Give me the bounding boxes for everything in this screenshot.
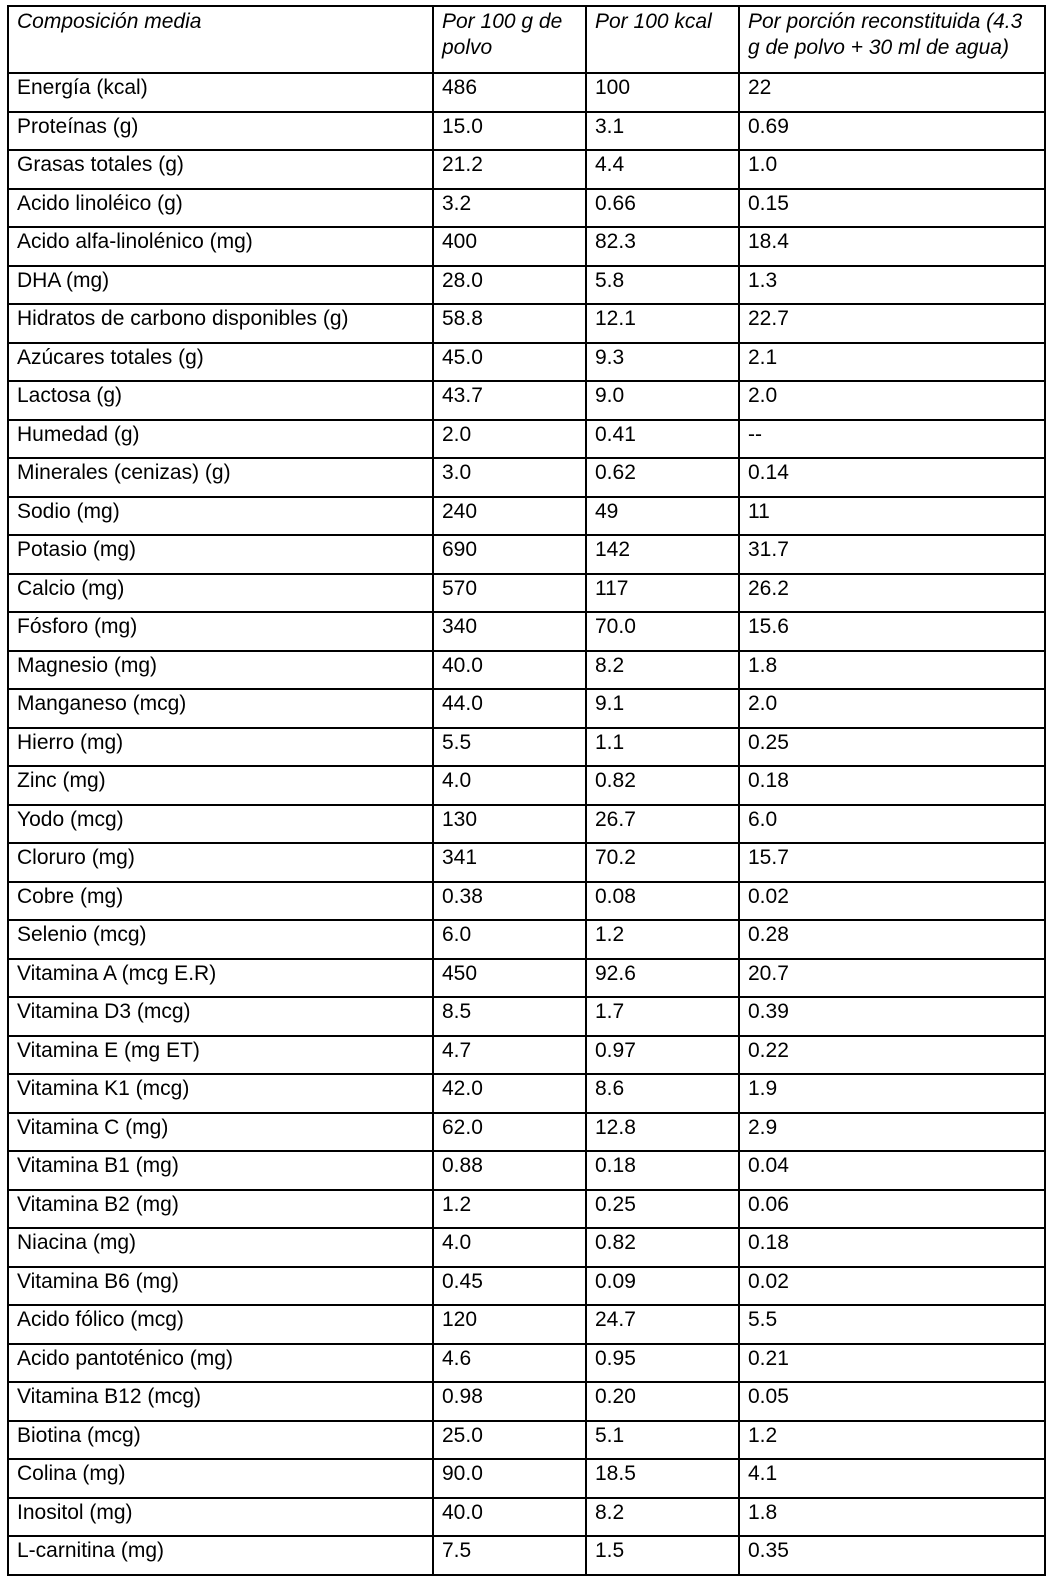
per-100g-cell: 0.88 xyxy=(433,1151,586,1190)
per-100kcal-cell: 0.82 xyxy=(586,1228,739,1267)
header-per-100kcal: Por 100 kcal xyxy=(586,6,739,73)
per-100kcal-cell: 24.7 xyxy=(586,1305,739,1344)
nutrient-name-cell: Hierro (mg) xyxy=(8,728,433,767)
per-100kcal-cell: 26.7 xyxy=(586,805,739,844)
per-100kcal-cell: 0.18 xyxy=(586,1151,739,1190)
per-portion-cell: 15.6 xyxy=(739,612,1045,651)
per-portion-cell: 0.18 xyxy=(739,766,1045,805)
table-row xyxy=(8,843,1045,882)
per-portion-cell: 26.2 xyxy=(739,574,1045,613)
table-row xyxy=(8,1305,1045,1344)
nutrient-name-cell: Minerales (cenizas) (g) xyxy=(8,458,433,497)
per-100g-cell: 6.0 xyxy=(433,920,586,959)
nutrient-name-cell: Potasio (mg) xyxy=(8,535,433,574)
per-100kcal-cell: 0.66 xyxy=(586,189,739,228)
nutrient-name-cell: Azúcares totales (g) xyxy=(8,343,433,382)
per-100kcal-cell: 100 xyxy=(586,73,739,112)
nutrient-name-cell: Vitamina A (mcg E.R) xyxy=(8,959,433,998)
per-portion-cell: 0.15 xyxy=(739,189,1045,228)
table-row xyxy=(8,959,1045,998)
per-100g-cell: 4.0 xyxy=(433,1228,586,1267)
nutrient-name-cell: Vitamina B6 (mg) xyxy=(8,1267,433,1306)
per-portion-cell: 1.8 xyxy=(739,651,1045,690)
per-portion-cell: 2.9 xyxy=(739,1113,1045,1152)
table-row xyxy=(8,805,1045,844)
per-100kcal-cell: 70.2 xyxy=(586,843,739,882)
per-portion-cell: 18.4 xyxy=(739,227,1045,266)
nutrient-name-cell: Lactosa (g) xyxy=(8,381,433,420)
per-100kcal-cell: 1.2 xyxy=(586,920,739,959)
per-100g-cell: 40.0 xyxy=(433,1498,586,1537)
per-100g-cell: 570 xyxy=(433,574,586,613)
per-100g-cell: 4.7 xyxy=(433,1036,586,1075)
table-row xyxy=(8,1421,1045,1460)
per-100g-cell: 15.0 xyxy=(433,112,586,151)
per-100g-cell: 240 xyxy=(433,497,586,536)
per-100kcal-cell: 0.95 xyxy=(586,1344,739,1383)
per-100g-cell: 0.38 xyxy=(433,882,586,921)
per-100kcal-cell: 12.1 xyxy=(586,304,739,343)
nutrient-name-cell: Sodio (mg) xyxy=(8,497,433,536)
table-row xyxy=(8,612,1045,651)
per-100kcal-cell: 117 xyxy=(586,574,739,613)
nutrient-name-cell: Fósforo (mg) xyxy=(8,612,433,651)
per-100kcal-cell: 0.41 xyxy=(586,420,739,459)
per-100g-cell: 90.0 xyxy=(433,1459,586,1498)
nutrient-name-cell: Vitamina B2 (mg) xyxy=(8,1190,433,1229)
nutrient-name-cell: Calcio (mg) xyxy=(8,574,433,613)
per-portion-cell: 0.18 xyxy=(739,1228,1045,1267)
per-100kcal-cell: 8.2 xyxy=(586,651,739,690)
per-portion-cell: 0.02 xyxy=(739,1267,1045,1306)
per-portion-cell: 1.2 xyxy=(739,1421,1045,1460)
nutrition-table xyxy=(7,5,1046,1576)
table-row xyxy=(8,1074,1045,1113)
nutrient-name-cell: Magnesio (mg) xyxy=(8,651,433,690)
per-100kcal-cell: 12.8 xyxy=(586,1113,739,1152)
per-portion-cell: 1.3 xyxy=(739,266,1045,305)
table-row xyxy=(8,304,1045,343)
table-row xyxy=(8,343,1045,382)
per-100kcal-cell: 82.3 xyxy=(586,227,739,266)
table-row xyxy=(8,882,1045,921)
per-100g-cell: 58.8 xyxy=(433,304,586,343)
per-100g-cell: 1.2 xyxy=(433,1190,586,1229)
nutrient-name-cell: Vitamina E (mg ET) xyxy=(8,1036,433,1075)
per-portion-cell: 0.14 xyxy=(739,458,1045,497)
nutrient-name-cell: Hidratos de carbono disponibles (g) xyxy=(8,304,433,343)
nutrient-name-cell: Vitamina D3 (mcg) xyxy=(8,997,433,1036)
per-100kcal-cell: 9.0 xyxy=(586,381,739,420)
per-portion-cell: 0.39 xyxy=(739,997,1045,1036)
table-row xyxy=(8,1498,1045,1537)
table-row xyxy=(8,112,1045,151)
per-100kcal-cell: 0.25 xyxy=(586,1190,739,1229)
per-100g-cell: 3.2 xyxy=(433,189,586,228)
per-portion-cell: 6.0 xyxy=(739,805,1045,844)
per-100kcal-cell: 92.6 xyxy=(586,959,739,998)
table-row xyxy=(8,535,1045,574)
nutrient-name-cell: Vitamina K1 (mcg) xyxy=(8,1074,433,1113)
per-100g-cell: 400 xyxy=(433,227,586,266)
per-100g-cell: 62.0 xyxy=(433,1113,586,1152)
table-row xyxy=(8,227,1045,266)
per-100kcal-cell: 0.08 xyxy=(586,882,739,921)
table-row xyxy=(8,689,1045,728)
per-portion-cell: 2.0 xyxy=(739,689,1045,728)
table-row xyxy=(8,728,1045,767)
per-100kcal-cell: 0.09 xyxy=(586,1267,739,1306)
nutrient-name-cell: Yodo (mcg) xyxy=(8,805,433,844)
per-100kcal-cell: 1.7 xyxy=(586,997,739,1036)
per-100g-cell: 42.0 xyxy=(433,1074,586,1113)
per-100g-cell: 45.0 xyxy=(433,343,586,382)
nutrient-name-cell: Grasas totales (g) xyxy=(8,150,433,189)
per-portion-cell: 1.0 xyxy=(739,150,1045,189)
per-100g-cell: 3.0 xyxy=(433,458,586,497)
per-100kcal-cell: 9.1 xyxy=(586,689,739,728)
per-portion-cell: 0.06 xyxy=(739,1190,1045,1229)
per-100g-cell: 21.2 xyxy=(433,150,586,189)
per-portion-cell: 31.7 xyxy=(739,535,1045,574)
per-portion-cell: 15.7 xyxy=(739,843,1045,882)
per-100kcal-cell: 1.5 xyxy=(586,1536,739,1575)
per-100kcal-cell: 4.4 xyxy=(586,150,739,189)
table-row xyxy=(8,420,1045,459)
nutrient-name-cell: Vitamina B12 (mcg) xyxy=(8,1382,433,1421)
nutrient-name-cell: Niacina (mg) xyxy=(8,1228,433,1267)
per-100kcal-cell: 70.0 xyxy=(586,612,739,651)
per-100g-cell: 690 xyxy=(433,535,586,574)
per-100kcal-cell: 49 xyxy=(586,497,739,536)
per-100g-cell: 43.7 xyxy=(433,381,586,420)
table-row xyxy=(8,1228,1045,1267)
header-per-100g: Por 100 g de polvo xyxy=(433,6,586,73)
per-100g-cell: 8.5 xyxy=(433,997,586,1036)
per-portion-cell: 0.02 xyxy=(739,882,1045,921)
per-100g-cell: 25.0 xyxy=(433,1421,586,1460)
per-100kcal-cell: 3.1 xyxy=(586,112,739,151)
per-100kcal-cell: 0.62 xyxy=(586,458,739,497)
table-body xyxy=(8,73,1045,1575)
per-100g-cell: 40.0 xyxy=(433,651,586,690)
nutrient-name-cell: Acido pantoténico (mg) xyxy=(8,1344,433,1383)
per-100g-cell: 486 xyxy=(433,73,586,112)
header-per-portion: Por porción reconstituida (4.3 g de polvo + 30 ml de agua) xyxy=(739,6,1045,73)
nutrient-name-cell: Proteínas (g) xyxy=(8,112,433,151)
per-100g-cell: 4.0 xyxy=(433,766,586,805)
per-portion-cell: 1.9 xyxy=(739,1074,1045,1113)
per-100kcal-cell: 5.1 xyxy=(586,1421,739,1460)
header-composition: Composición media xyxy=(8,6,433,73)
table-row xyxy=(8,1190,1045,1229)
nutrient-name-cell: DHA (mg) xyxy=(8,266,433,305)
nutrient-name-cell: Cobre (mg) xyxy=(8,882,433,921)
nutrient-name-cell: Acido linoléico (g) xyxy=(8,189,433,228)
table-row xyxy=(8,458,1045,497)
per-100g-cell: 0.45 xyxy=(433,1267,586,1306)
table-row xyxy=(8,1536,1045,1575)
nutrient-name-cell: Humedad (g) xyxy=(8,420,433,459)
nutrient-name-cell: Acido fólico (mcg) xyxy=(8,1305,433,1344)
nutrient-name-cell: Manganeso (mcg) xyxy=(8,689,433,728)
per-100kcal-cell: 142 xyxy=(586,535,739,574)
per-100kcal-cell: 8.2 xyxy=(586,1498,739,1537)
nutrient-name-cell: Inositol (mg) xyxy=(8,1498,433,1537)
per-100g-cell: 7.5 xyxy=(433,1536,586,1575)
per-100g-cell: 2.0 xyxy=(433,420,586,459)
per-100g-cell: 130 xyxy=(433,805,586,844)
table-row xyxy=(8,1151,1045,1190)
per-100kcal-cell: 1.1 xyxy=(586,728,739,767)
per-portion-cell: 22 xyxy=(739,73,1045,112)
per-portion-cell: -- xyxy=(739,420,1045,459)
nutrient-name-cell: Vitamina C (mg) xyxy=(8,1113,433,1152)
table-row xyxy=(8,266,1045,305)
per-100g-cell: 4.6 xyxy=(433,1344,586,1383)
per-100g-cell: 44.0 xyxy=(433,689,586,728)
nutrient-name-cell: Vitamina B1 (mg) xyxy=(8,1151,433,1190)
per-100g-cell: 5.5 xyxy=(433,728,586,767)
nutrient-name-cell: Selenio (mcg) xyxy=(8,920,433,959)
nutrient-name-cell: Biotina (mcg) xyxy=(8,1421,433,1460)
table-row xyxy=(8,1344,1045,1383)
per-100kcal-cell: 9.3 xyxy=(586,343,739,382)
table-row xyxy=(8,1382,1045,1421)
per-100g-cell: 0.98 xyxy=(433,1382,586,1421)
table-row xyxy=(8,381,1045,420)
table-row xyxy=(8,497,1045,536)
table-row xyxy=(8,574,1045,613)
per-100g-cell: 450 xyxy=(433,959,586,998)
per-100kcal-cell: 0.20 xyxy=(586,1382,739,1421)
per-portion-cell: 0.25 xyxy=(739,728,1045,767)
per-portion-cell: 0.69 xyxy=(739,112,1045,151)
header-row xyxy=(8,6,1045,73)
per-100g-cell: 28.0 xyxy=(433,266,586,305)
per-100kcal-cell: 8.6 xyxy=(586,1074,739,1113)
per-portion-cell: 0.22 xyxy=(739,1036,1045,1075)
table-row xyxy=(8,766,1045,805)
table-row xyxy=(8,150,1045,189)
table-row xyxy=(8,1036,1045,1075)
per-portion-cell: 0.35 xyxy=(739,1536,1045,1575)
nutrient-name-cell: Energía (kcal) xyxy=(8,73,433,112)
per-100kcal-cell: 18.5 xyxy=(586,1459,739,1498)
per-portion-cell: 4.1 xyxy=(739,1459,1045,1498)
per-100kcal-cell: 0.97 xyxy=(586,1036,739,1075)
per-100kcal-cell: 0.82 xyxy=(586,766,739,805)
table-row xyxy=(8,1459,1045,1498)
per-portion-cell: 5.5 xyxy=(739,1305,1045,1344)
table-row xyxy=(8,1113,1045,1152)
per-portion-cell: 0.21 xyxy=(739,1344,1045,1383)
table-row xyxy=(8,920,1045,959)
per-100g-cell: 340 xyxy=(433,612,586,651)
nutrient-name-cell: Acido alfa-linolénico (mg) xyxy=(8,227,433,266)
nutrient-name-cell: L-carnitina (mg) xyxy=(8,1536,433,1575)
per-portion-cell: 2.1 xyxy=(739,343,1045,382)
per-portion-cell: 2.0 xyxy=(739,381,1045,420)
per-portion-cell: 0.28 xyxy=(739,920,1045,959)
table-row xyxy=(8,651,1045,690)
table-row xyxy=(8,73,1045,112)
per-100kcal-cell: 5.8 xyxy=(586,266,739,305)
per-100g-cell: 120 xyxy=(433,1305,586,1344)
per-portion-cell: 0.04 xyxy=(739,1151,1045,1190)
table-row xyxy=(8,997,1045,1036)
per-portion-cell: 11 xyxy=(739,497,1045,536)
table-row xyxy=(8,189,1045,228)
per-portion-cell: 20.7 xyxy=(739,959,1045,998)
nutrient-name-cell: Colina (mg) xyxy=(8,1459,433,1498)
nutrient-name-cell: Cloruro (mg) xyxy=(8,843,433,882)
nutrient-name-cell: Zinc (mg) xyxy=(8,766,433,805)
table-row xyxy=(8,1267,1045,1306)
per-portion-cell: 1.8 xyxy=(739,1498,1045,1537)
per-100g-cell: 341 xyxy=(433,843,586,882)
per-portion-cell: 22.7 xyxy=(739,304,1045,343)
per-portion-cell: 0.05 xyxy=(739,1382,1045,1421)
